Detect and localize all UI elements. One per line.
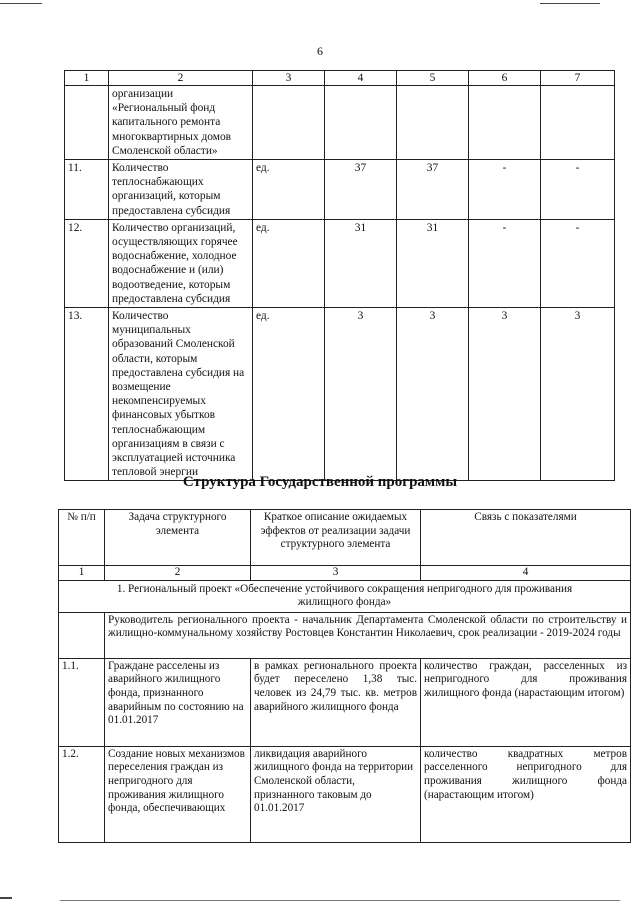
structure-row-1-1	[59, 658, 631, 746]
project-title-row	[59, 580, 631, 612]
unit: ед.	[253, 160, 325, 220]
indicator-name: Количество муниципальных образований Смоленской области, которым предоставлена субсидия на возмещение некомпенсируемых финансовых убытков теплоснабжающим организациям в связи с эксплуатацией источника тепловой энергии	[109, 308, 253, 481]
value-col5: 31	[397, 219, 469, 307]
value-col6: -	[469, 160, 541, 220]
column-number: 3	[251, 566, 421, 581]
scan-edge-bottom-left	[0, 897, 12, 899]
unit: ед.	[253, 219, 325, 307]
structure-row-1-2	[59, 746, 631, 842]
scan-edge-top-left	[0, 3, 42, 4]
indicators-row-13	[65, 308, 615, 481]
header-task: Задача структурного элемента	[105, 510, 251, 566]
project-info-row	[59, 612, 631, 658]
row-number: 13.	[65, 308, 109, 481]
header-number: № п/п	[59, 510, 105, 566]
value-col6: -	[469, 219, 541, 307]
indicators-header-cell: 7	[541, 71, 615, 86]
indicators-header-cell: 2	[109, 71, 253, 86]
task-text: Создание новых механизмов переселения граждан из непригодного для проживания жилищного фонда, обеспечивающих	[105, 746, 251, 842]
value-col4: 31	[325, 219, 397, 307]
indicators-header-cell: 1	[65, 71, 109, 86]
section-title: Структура Государственной программы	[182, 474, 458, 490]
indicator-name: Количество организаций, осуществляющих горячее водоснабжение, холодное водоснабжение и (или) водоотведение, которым предоставлена субсидия	[109, 219, 253, 307]
empty-cell	[59, 612, 105, 658]
column-number: 2	[105, 566, 251, 581]
unit	[253, 86, 325, 160]
header-effects: Краткое описание ожидаемых эффектов от реализации задачи структурного элемента	[251, 510, 421, 566]
indicators-header-cell: 3	[253, 71, 325, 86]
column-number: 4	[421, 566, 631, 581]
scan-edge-top-right	[540, 3, 600, 4]
value-col6: 3	[469, 308, 541, 481]
task-number: 1.1.	[59, 658, 105, 746]
indicators-header-cell: 5	[397, 71, 469, 86]
row-number: 11.	[65, 160, 109, 220]
indicator-name: Количество теплоснабжающих организаций, которым предоставлена субсидия	[109, 160, 253, 220]
value-col7	[541, 86, 615, 160]
unit: ед.	[253, 308, 325, 481]
indicators-header-cell: 6	[469, 71, 541, 86]
row-number	[65, 86, 109, 160]
value-col4: 37	[325, 160, 397, 220]
effect-text: ликвидация аварийного жилищного фонда на территории Смоленской области, признанного таковым до 01.01.2017	[251, 746, 421, 842]
indicators-row-12	[65, 219, 615, 307]
effect-text: в рамках регионального проекта будет переселено 1,38 тыс. человек из 24,79 тыс. кв. метров аварийного жилищного фонда	[251, 658, 421, 746]
value-col7: 3	[541, 308, 615, 481]
indicators-header-cell: 4	[325, 71, 397, 86]
task-number: 1.2.	[59, 746, 105, 842]
project-info: Руководитель регионального проекта - начальник Департамента Смоленской области по строительству и жилищно-коммунальному хозяйству Ростовцев Константин Николаевич, срок реализации - 2019-2024 годы	[105, 612, 631, 658]
structure-column-numbers-row	[59, 566, 631, 581]
indicator-link-text: количество квадратных метров расселенного непригодного для проживания жилищного фонда (нарастающим итогом)	[421, 746, 631, 842]
indicators-table	[64, 70, 615, 481]
value-col6	[469, 86, 541, 160]
indicators-row-continuation	[65, 86, 615, 160]
value-col5	[397, 86, 469, 160]
program-structure-table	[58, 509, 631, 843]
task-text: Граждане расселены из аварийного жилищного фонда, признанного аварийным по состоянию на 01.01.2017	[105, 658, 251, 746]
value-col4: 3	[325, 308, 397, 481]
page-number: 6	[317, 44, 323, 58]
value-col5: 37	[397, 160, 469, 220]
indicators-header-row	[65, 71, 615, 86]
value-col7: -	[541, 160, 615, 220]
scan-edge-bottom	[60, 900, 620, 901]
value-col7: -	[541, 219, 615, 307]
header-indicators-link: Связь с показателями	[421, 510, 631, 566]
indicator-link-text: количество граждан, расселенных из непригодного для проживания жилищного фонда (нарастающим итогом)	[421, 658, 631, 746]
indicator-name: организации «Региональный фонд капитального ремонта многоквартирных домов Смоленской области»	[109, 86, 253, 160]
indicators-row-11	[65, 160, 615, 220]
value-col5: 3	[397, 308, 469, 481]
value-col4	[325, 86, 397, 160]
row-number: 12.	[65, 219, 109, 307]
structure-header-row	[59, 510, 631, 566]
column-number: 1	[59, 566, 105, 581]
project-title: 1. Региональный проект «Обеспечение устойчивого сокращения непригодного для проживания жилищного фонда»	[59, 580, 631, 612]
